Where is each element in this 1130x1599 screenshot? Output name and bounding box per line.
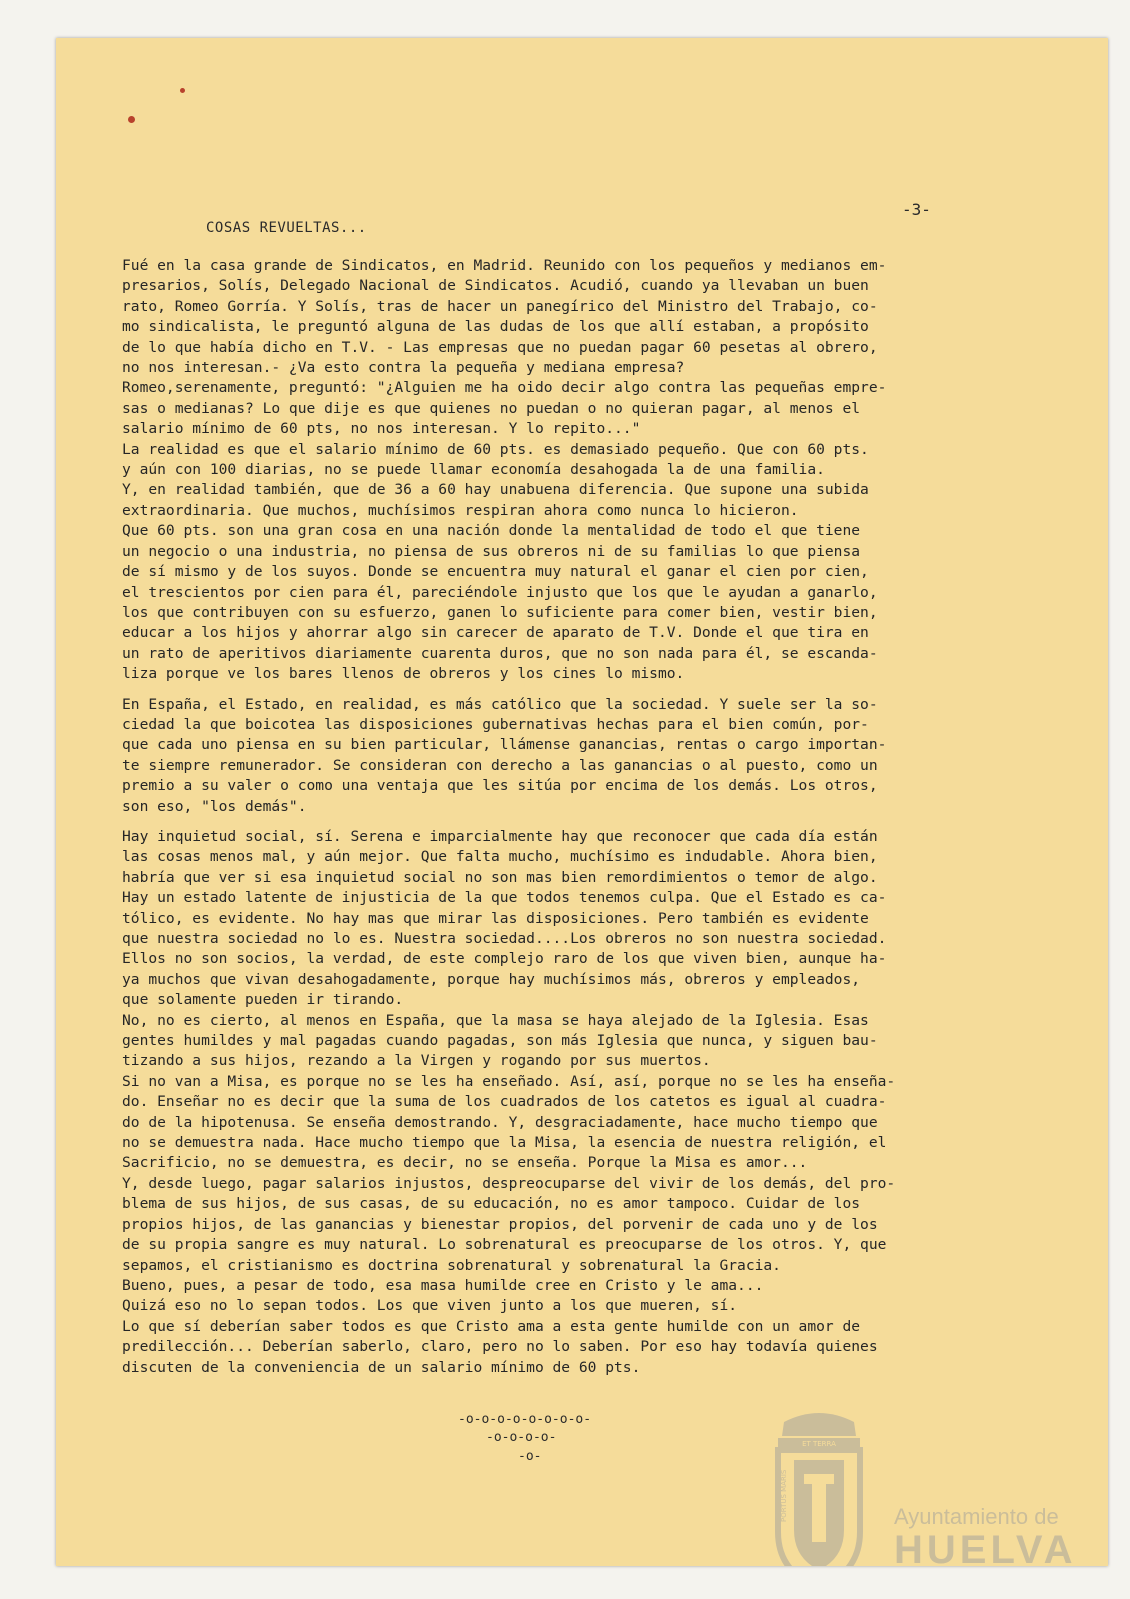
- text-line: La realidad es que el salario mínimo de 60 pts. es demasiado pequeño. Que con 60 pts.: [122, 440, 869, 458]
- coat-of-arms-icon: [764, 1412, 874, 1566]
- text-line: habría que ver si esa inquietud social no son mas bien remordimientos o temor de algo.: [122, 868, 878, 886]
- paragraph: [122, 256, 1052, 685]
- text-line: que cada uno piensa en su bien particular, llámense ganancias, rentas o cargo importan-: [122, 736, 887, 754]
- text-line: y aún con 100 diarias, no se puede llamar economía desahogada la de una familia.: [122, 461, 825, 479]
- text-line: liza porque ve los bares llenos de obreros y los cines lo mismo.: [122, 665, 685, 683]
- page-title: COSAS REVUELTAS...: [206, 220, 367, 236]
- text-line: propios hijos, de las ganancias y bienestar propios, del porvenir de cada uno y de los: [122, 1215, 878, 1233]
- text-line: Y, desde luego, pagar salarios injustos, despreocuparse del vivir de los demás, del pro-: [122, 1174, 896, 1192]
- ink-stain: [180, 88, 185, 93]
- text-line: Quizá eso no lo sepan todos. Los que viven junto a los que mueren, sí.: [122, 1297, 738, 1315]
- text-line: sepamos, el cristianismo es doctrina sobrenatural y sobrenatural la Gracia.: [122, 1256, 781, 1274]
- ink-stain: [128, 116, 135, 123]
- text-line: que solamente pueden ir tirando.: [122, 991, 404, 1009]
- text-line: te siempre remunerador. Se consideran con derecho a las ganancias o al puesto, como un: [122, 756, 878, 774]
- text-line: premio a su valer o como una ventaja que les sitúa por encima de los demás. Los otros,: [122, 777, 878, 795]
- article-body: [122, 256, 1052, 1388]
- document-page: [56, 38, 1108, 1566]
- text-line: Y, en realidad también, que de 36 a 60 hay unabuena diferencia. Que supone una subida: [122, 481, 869, 499]
- text-line: un negocio o una industria, no piensa de sus obreros ni de su familias lo que piensa: [122, 542, 861, 560]
- text-line: Lo que sí deberían saber todos es que Cristo ama a esta gente humilde con un amor de: [122, 1317, 861, 1335]
- text-line: ya muchos que vivan desahogadamente, porque hay muchísimos más, obreros y empleados,: [122, 970, 861, 988]
- watermark-line-2: HUELVA: [894, 1528, 1077, 1566]
- paragraph: [122, 827, 1052, 1378]
- separator-line: -o-o-o-o-o-o-o-o-: [458, 1412, 592, 1427]
- text-line: educar a los hijos y ahorrar algo sin carecer de aparato de T.V. Donde el que tira en: [122, 624, 869, 642]
- text-line: de su propia sangre es muy natural. Lo sobrenatural es preocuparse de los otros. Y, que: [122, 1236, 887, 1254]
- text-line: no se demuestra nada. Hace mucho tiempo que la Misa, la esencia de nuestra religión, el: [122, 1134, 887, 1152]
- text-line: Si no van a Misa, es porque no se les ha enseñado. Así, así, porque no se les ha enseña-: [122, 1072, 896, 1090]
- text-line: Ellos no son socios, la verdad, de este complejo raro de los que viven bien, aunque ha-: [122, 950, 887, 968]
- text-line: do. Enseñar no es decir que la suma de los cuadrados de los catetos es igual al cuadra-: [122, 1093, 887, 1111]
- text-line: que nuestra sociedad no lo es. Nuestra sociedad....Los obreros no son nuestra sociedad.: [122, 930, 887, 947]
- text-line: un rato de aperitivos diariamente cuarenta duros, que no son nada para él, se escanda-: [122, 644, 878, 662]
- text-line: las cosas menos mal, y aún mejor. Que falta mucho, muchísimo es indudable. Ahora bien,: [122, 848, 878, 866]
- text-line: salario mínimo de 60 pts, no nos interesan. Y lo repito...": [122, 420, 641, 438]
- text-line: Romeo,serenamente, preguntó: "¿Alguien me ha oido decir algo contra las pequeñas empre-: [122, 379, 887, 397]
- separator-line: -o-: [518, 1449, 542, 1464]
- text-line: Hay un estado latente de injusticia de la que todos tenemos culpa. Que el Estado es ca-: [122, 889, 887, 907]
- text-line: presarios, Solís, Delegado Nacional de Sindicatos. Acudió, cuando ya llevaban un buen: [122, 277, 869, 295]
- text-line: predilección... Deberían saberlo, claro, pero no lo saben. Por eso hay todavía quienes: [122, 1338, 878, 1356]
- text-line: Fué en la casa grande de Sindicatos, en Madrid. Reunido con los pequeños y medianos em-: [122, 257, 887, 274]
- text-line: Hay inquietud social, sí. Serena e imparcialmente hay que reconocer que cada día están: [122, 827, 878, 845]
- watermark: [764, 1406, 1094, 1566]
- paragraph: [122, 695, 1052, 817]
- watermark-line-1: Ayuntamiento de: [894, 1504, 1059, 1529]
- page-number: -3-: [902, 200, 931, 219]
- text-line: Bueno, pues, a pesar de todo, esa masa humilde cree en Cristo y le ama...: [122, 1276, 764, 1294]
- text-line: los que contribuyen con su esfuerzo, ganen lo suficiente para comer bien, vestir bien,: [122, 603, 878, 621]
- text-line: En España, el Estado, en realidad, es más católico que la sociedad. Y suele ser la so-: [122, 695, 878, 713]
- text-line: de sí mismo y de los suyos. Donde se encuentra muy natural el ganar el cien por cien,: [122, 563, 869, 581]
- text-line: No, no es cierto, al menos en España, que la masa se haya alejado de la Iglesia. Esas: [122, 1011, 869, 1029]
- text-line: extraordinaria. Que muchos, muchísimos respiran ahora como nunca lo hicieron.: [122, 501, 799, 519]
- separator-line: -o-o-o-o-: [486, 1430, 557, 1445]
- text-line: blema de sus hijos, de sus casas, de su educación, no es amor tampoco. Cuidar de los: [122, 1195, 861, 1213]
- text-line: el trescientos por cien para él, pareciéndole injusto que los que le ayudan a ganarlo,: [122, 583, 878, 601]
- text-line: gentes humildes y mal pagadas cuando pagadas, son más Iglesia que nunca, y siguen bau-: [122, 1032, 878, 1050]
- emblem-motto-side: PORTUS MARIS: [780, 1469, 788, 1522]
- text-line: son eso, "los demás".: [122, 797, 307, 815]
- text-line: rato, Romeo Gorría. Y Solís, tras de hacer un panegírico del Ministro del Trabajo, co-: [122, 297, 878, 315]
- text-line: ciedad la que boicotea las disposiciones gubernativas hechas para el bien común, por-: [122, 715, 869, 733]
- text-line: discuten de la conveniencia de un salario mínimo de 60 pts.: [122, 1358, 641, 1376]
- text-line: de lo que había dicho en T.V. - Las empresas que no puedan pagar 60 pesetas al obrero,: [122, 338, 878, 356]
- text-line: mo sindicalista, le preguntó alguna de las dudas de los que allí estaban, a propósito: [122, 318, 869, 336]
- text-line: tólico, es evidente. No hay mas que mirar las disposiciones. Pero también es evidente: [122, 909, 869, 927]
- text-line: Que 60 pts. son una gran cosa en una nación donde la mentalidad de todo el que tiene: [122, 522, 861, 540]
- text-line: do de la hipotenusa. Se enseña demostrando. Y, desgraciadamente, hace mucho tiempo que: [122, 1113, 878, 1131]
- text-line: tizando a sus hijos, rezando a la Virgen y rogando por sus muertos.: [122, 1052, 711, 1070]
- text-line: no nos interesan.- ¿Va esto contra la pequeña y mediana empresa?: [122, 359, 685, 377]
- text-line: sas o medianas? Lo que dije es que quienes no puedan o no quieran pagar, al menos el: [122, 399, 861, 417]
- emblem-motto-top: ET TERRA: [802, 1440, 836, 1448]
- text-line: Sacrificio, no se demuestra, es decir, no se enseña. Porque la Misa es amor...: [122, 1154, 808, 1172]
